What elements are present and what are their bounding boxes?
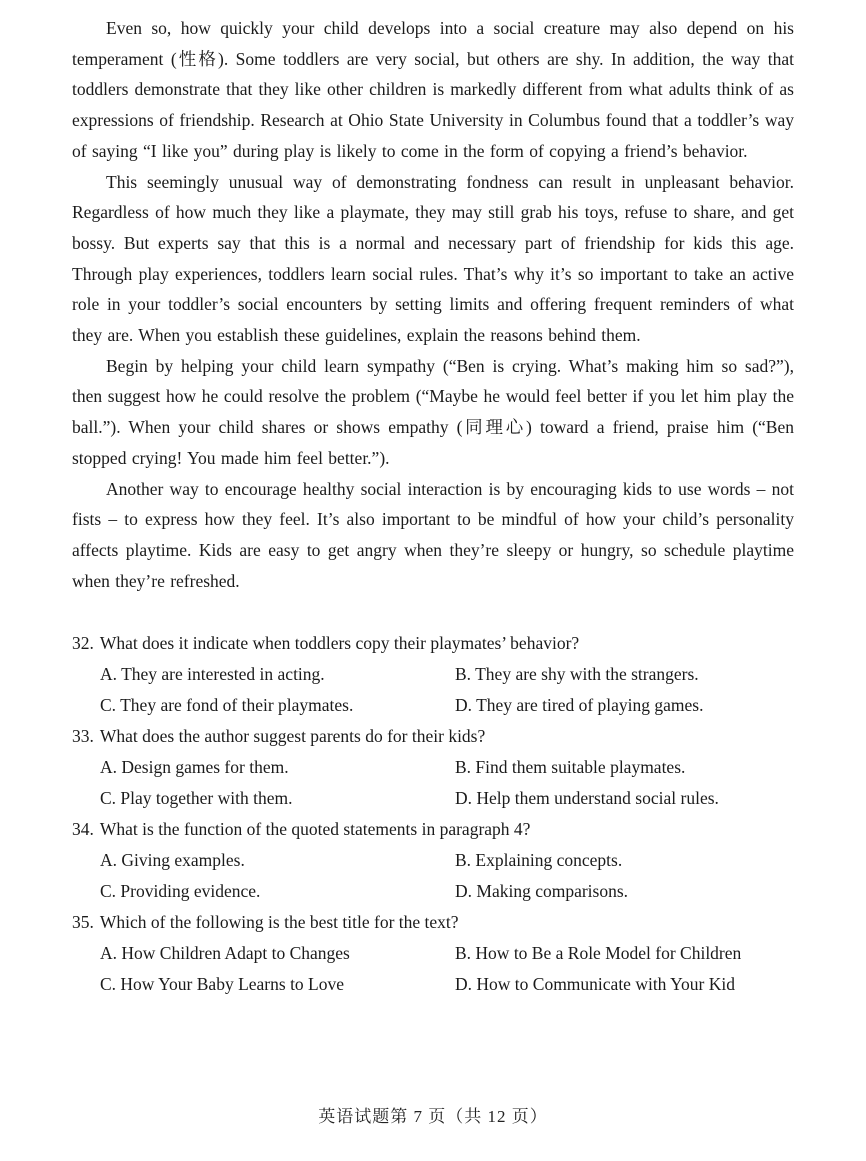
option-c: C. They are fond of their playmates. (100, 695, 354, 716)
question-number: 32. (72, 633, 94, 654)
option-d: D. Help them understand social rules. (455, 788, 719, 809)
option-d: D. How to Communicate with Your Kid (455, 974, 735, 995)
option-c: C. Play together with them. (100, 788, 293, 809)
question-text (72, 628, 794, 659)
option-b: B. Explaining concepts. (455, 850, 623, 871)
option-b: B. How to Be a Role Model for Children (455, 943, 742, 964)
passage-paragraph-2: This seemingly unusual way of demonstrating fondness can result in unpleasant behavior. Regardless of how much they like a playmate, they may still grab his toys, refuse to share, and get bossy. But experts say that this is a normal and necessary part of friendship for kids this age. Through play experiences, toddlers learn social rules. That’s why it’s so important to take an active role in your toddler’s social encounters by setting limits and offering frequent reminders of what they are. When you establish these guidelines, explain the reasons behind them. (72, 171, 794, 346)
options-grid (72, 659, 794, 721)
questions-section (72, 628, 794, 1000)
question-text (72, 814, 794, 845)
option-a: A. They are interested in acting. (100, 664, 325, 685)
options-grid (72, 752, 794, 814)
option-d: D. They are tired of playing games. (455, 695, 704, 716)
question-stem: What is the function of the quoted statements in paragraph 4? (99, 819, 531, 840)
options-grid (72, 938, 794, 1000)
option-d: D. Making comparisons. (455, 881, 629, 902)
passage-paragraph-3: Begin by helping your child learn sympathy (“Ben is crying. What’s making him so sad?”), then suggest how he could resolve the problem (“Maybe he would feel better if you let him play the ball.”). When your child shares or shows empathy (同理心) toward a friend, praise him (“Ben stopped crying! You made him feel better.”). (72, 355, 794, 468)
page-content (72, 13, 794, 1000)
question-stem: Which of the following is the best title for the text? (99, 912, 459, 933)
options-grid (72, 845, 794, 907)
option-a: A. How Children Adapt to Changes (100, 943, 350, 964)
question-number: 35. (72, 912, 94, 933)
option-c: C. How Your Baby Learns to Love (100, 974, 345, 995)
passage-paragraph-1: Even so, how quickly your child develops into a social creature may also depend on his temperament (性格). Some toddlers are very social, but others are shy. In addition, the way that toddlers demonstrate that they like other children is markedly different from what adults think of as expressions of friendship. Research at Ohio State University in Columbus found that a toddler’s way of saying “I like you” during play is likely to come in the form of copying a friend’s behavior. (72, 18, 794, 161)
question-stem: What does the author suggest parents do for their kids? (99, 726, 486, 747)
option-b: B. They are shy with the strangers. (455, 664, 699, 685)
question-34 (72, 814, 794, 907)
question-text (72, 907, 794, 938)
option-c: C. Providing evidence. (100, 881, 261, 902)
passage-paragraph-4: Another way to encourage healthy social interaction is by encouraging kids to use words – not fists – to express how they feel. It’s also important to be mindful of how your child’s personality affects playtime. Kids are easy to get angry when they’re sleepy or hungry, so schedule playtime when they’re refreshed. (72, 478, 794, 591)
question-32 (72, 628, 794, 721)
option-a: A. Design games for them. (100, 757, 289, 778)
question-number: 33. (72, 726, 94, 747)
question-stem: What does it indicate when toddlers copy their playmates’ behavior? (99, 633, 580, 654)
question-text (72, 721, 794, 752)
page-footer: 英语试题第 7 页（共 12 页） (318, 1107, 548, 1126)
question-number: 34. (72, 819, 94, 840)
question-35 (72, 907, 794, 1000)
option-b: B. Find them suitable playmates. (455, 757, 686, 778)
question-33 (72, 721, 794, 814)
option-a: A. Giving examples. (100, 850, 245, 871)
